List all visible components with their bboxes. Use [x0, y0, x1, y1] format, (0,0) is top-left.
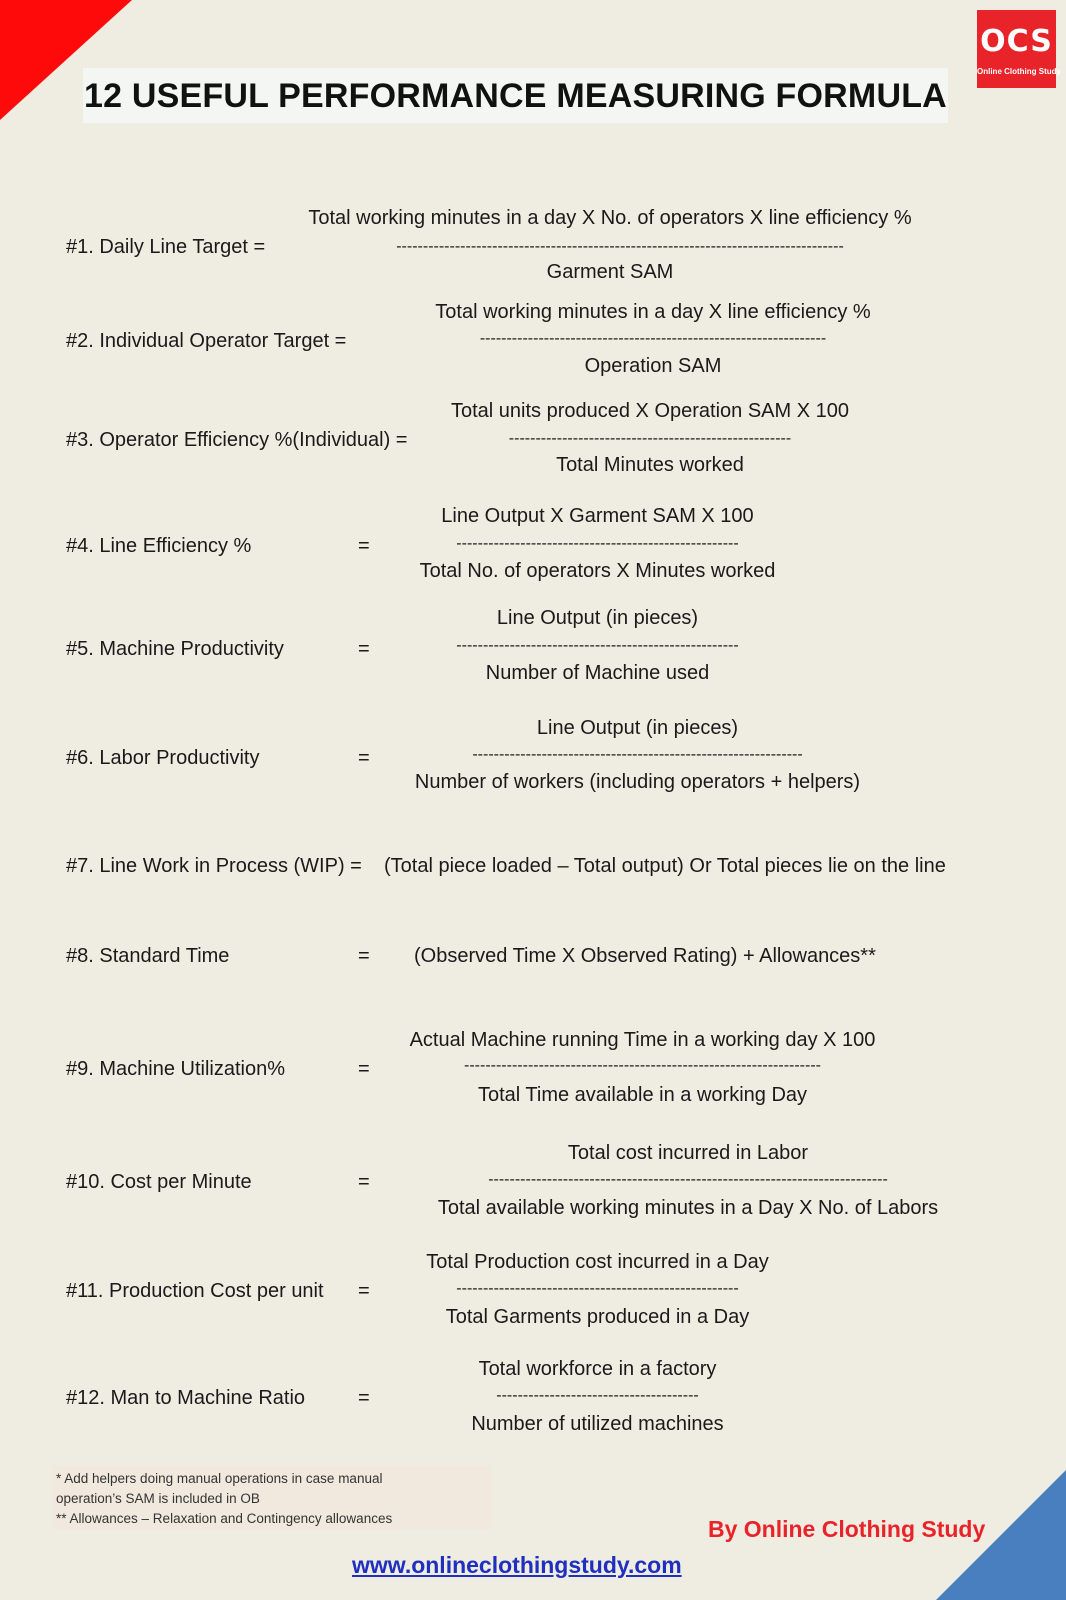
formula-7-expression: (Total piece loaded – Total output) Or Total pieces lie on the line: [384, 855, 946, 877]
formula-7-label: #7. Line Work in Process (WIP) =: [66, 855, 362, 877]
formula-5-denominator: Number of Machine used: [485, 662, 710, 684]
formula-10-equals: =: [358, 1171, 370, 1193]
formula-8-equals: =: [358, 945, 370, 967]
formula-4-equals: =: [358, 535, 370, 557]
formula-11-equals: =: [358, 1280, 370, 1302]
formula-3-divider: -----------------------------------------------------: [508, 430, 792, 447]
formula-4-divider: -----------------------------------------------------: [456, 535, 739, 552]
formula-12-label: #12. Man to Machine Ratio: [66, 1387, 306, 1409]
formula-11-label: #11. Production Cost per unit: [66, 1280, 324, 1302]
page-title: 12 USEFUL PERFORMANCE MEASURING FORMULA: [84, 77, 947, 115]
formula-4-numerator: Line Output X Garment SAM X 100: [441, 505, 754, 527]
formula-3-denominator: Total Minutes worked: [556, 454, 744, 476]
formula-4-denominator: Total No. of operators X Minutes worked: [419, 560, 776, 582]
formula-4-label: #4. Line Efficiency %: [66, 535, 252, 557]
logo-mark: OCS: [980, 24, 1053, 59]
formula-12-numerator: Total workforce in a factory: [478, 1358, 717, 1380]
formula-8-label: #8. Standard Time: [66, 945, 230, 967]
formula-10-denominator: Total available working minutes in a Day X No. of Labors: [437, 1197, 939, 1219]
formula-1-label: #1. Daily Line Target =: [66, 236, 266, 258]
formula-10-divider: ---------------------------------------------------------------------------: [488, 1171, 888, 1188]
formula-6-numerator: Line Output (in pieces): [536, 717, 739, 739]
title-banner: [83, 68, 948, 123]
formula-1-denominator: Garment SAM: [546, 261, 674, 283]
formula-12-denominator: Number of utilized machines: [471, 1413, 724, 1435]
formula-9-denominator: Total Time available in a working Day: [477, 1084, 808, 1106]
formula-9-numerator: Actual Machine running Time in a working day X 100: [409, 1029, 876, 1051]
formula-12-divider: --------------------------------------: [496, 1387, 699, 1404]
formula-1-divider: ------------------------------------------------------------------------------------: [396, 238, 844, 255]
formula-5-numerator: Line Output (in pieces): [496, 607, 699, 629]
logo-subtitle: Online Clothing Study: [977, 67, 1061, 76]
footnote-line-1: * Add helpers doing manual operations in case manual: [56, 1471, 383, 1486]
formula-6-denominator: Number of workers (including operators + helpers): [414, 771, 861, 793]
formula-11-numerator: Total Production cost incurred in a Day: [426, 1251, 769, 1273]
formula-5-divider: -----------------------------------------------------: [456, 637, 739, 654]
formula-3-label: #3. Operator Efficiency %(Individual) =: [66, 429, 408, 451]
footnote-line-2: operation’s SAM is included in OB: [56, 1491, 260, 1506]
footnote-line-3: ** Allowances – Relaxation and Contingency allowances: [56, 1511, 393, 1526]
byline: By Online Clothing Study: [708, 1516, 986, 1542]
formula-3-numerator: Total units produced X Operation SAM X 100: [450, 400, 849, 422]
formula-5-equals: =: [358, 638, 370, 660]
formula-10-numerator: Total cost incurred in Labor: [567, 1142, 809, 1164]
formula-11-denominator: Total Garments produced in a Day: [445, 1306, 750, 1328]
formula-10-label: #10. Cost per Minute: [66, 1171, 252, 1193]
formula-9-equals: =: [358, 1058, 370, 1080]
formula-11-divider: -----------------------------------------------------: [456, 1280, 739, 1297]
formula-5-label: #5. Machine Productivity: [66, 638, 284, 660]
formula-6-divider: --------------------------------------------------------------: [472, 746, 803, 763]
formula-9-label: #9. Machine Utilization%: [66, 1058, 285, 1080]
ocs-logo: [977, 10, 1061, 88]
formula-2-label: #2. Individual Operator Target =: [66, 330, 347, 352]
formula-6-label: #6. Labor Productivity: [66, 747, 260, 769]
website-link[interactable]: www.onlineclothingstudy.com: [352, 1552, 682, 1578]
formula-2-divider: -----------------------------------------------------------------: [479, 330, 827, 347]
formula-2-denominator: Operation SAM: [584, 355, 722, 377]
formula-2-numerator: Total working minutes in a day X line efficiency %: [435, 301, 871, 323]
formula-8-expression: (Observed Time X Observed Rating) + Allowances**: [414, 945, 876, 967]
formula-6-equals: =: [358, 747, 370, 769]
formula-1-numerator: Total working minutes in a day X No. of operators X line efficiency %: [308, 207, 912, 229]
formula-9-divider: -------------------------------------------------------------------: [464, 1057, 821, 1074]
formula-12-equals: =: [358, 1387, 370, 1409]
